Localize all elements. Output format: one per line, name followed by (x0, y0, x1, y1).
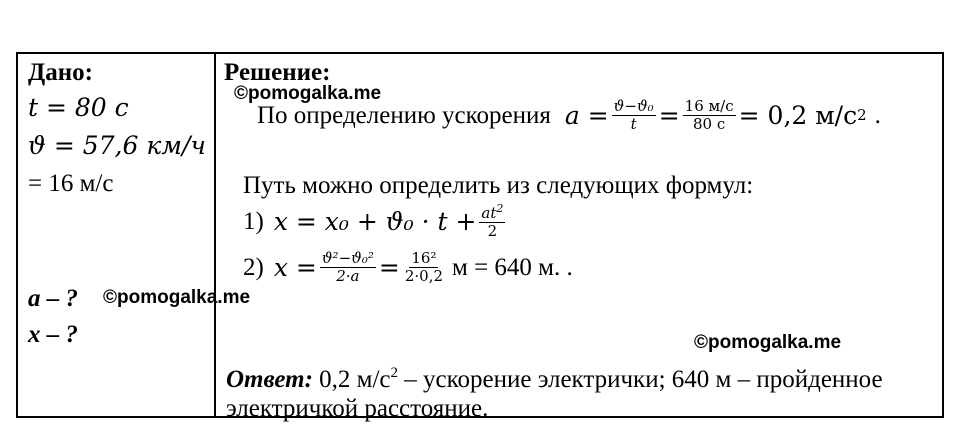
solution-title: Решение: (224, 59, 331, 86)
given-time: t = 80 с (28, 93, 129, 122)
watermark: ©pomogalka.me (103, 287, 251, 308)
acceleration-line: По определению ускорения a = $\frac{\text{ϑ−ϑ₀}}{t}$ = $\frac{16 м/с}{80 с}$ = 0,2 м/с 2 . (257, 97, 881, 134)
formula-1-fraction: $\frac{at^2}{2}$ (481, 202, 504, 241)
watermark: ©pomogalka.me (234, 83, 382, 104)
formula-2: 2) x = $\frac{\text{ϑ²−ϑ₀²}}{2\cdot a}$ = $\frac{\text{16²}}{2\cdot 0,2}$ м = 640 м. . (243, 249, 573, 286)
watermark: ©pomogalka.me (694, 332, 842, 353)
find-distance: x – ? (28, 321, 78, 348)
acceleration-lhs: a = (564, 101, 609, 131)
acceleration-formula-fraction: $\frac{\text{ϑ−ϑ₀}}{t}$ (613, 97, 654, 134)
column-divider (214, 52, 216, 418)
formula-1: 1) x = x₀ + ϑ₀ · t + $\frac{at^2}{2}$ (243, 202, 504, 241)
path-intro: Путь можно определить из следующих формул: (243, 172, 754, 199)
formula-2-fraction: $\frac{\text{ϑ²−ϑ₀²}}{2\cdot a}$ (321, 249, 374, 286)
acceleration-result: = 0,2 м/с (738, 101, 858, 131)
answer-label: Ответ: (226, 366, 313, 393)
acceleration-intro: По определению ускорения (257, 102, 551, 130)
find-acceleration: a – ? (28, 285, 78, 312)
answer-line-2: электричкой расстояние. (226, 395, 489, 422)
formula-2-value-fraction: $\frac{\text{16²}}{2\cdot 0,2}$ (404, 249, 444, 286)
acceleration-value-fraction: $\frac{16 м/с}{80 с}$ (684, 97, 734, 134)
given-title: Дано: (28, 59, 93, 86)
answer-line: Ответ: 0,2 $м/с^2$ – ускорение электрички; 640 м – пройденное (226, 365, 883, 393)
given-speed-si: = 16 м/с (28, 170, 114, 197)
given-speed: ϑ = 57,6 км/ч (28, 131, 206, 160)
